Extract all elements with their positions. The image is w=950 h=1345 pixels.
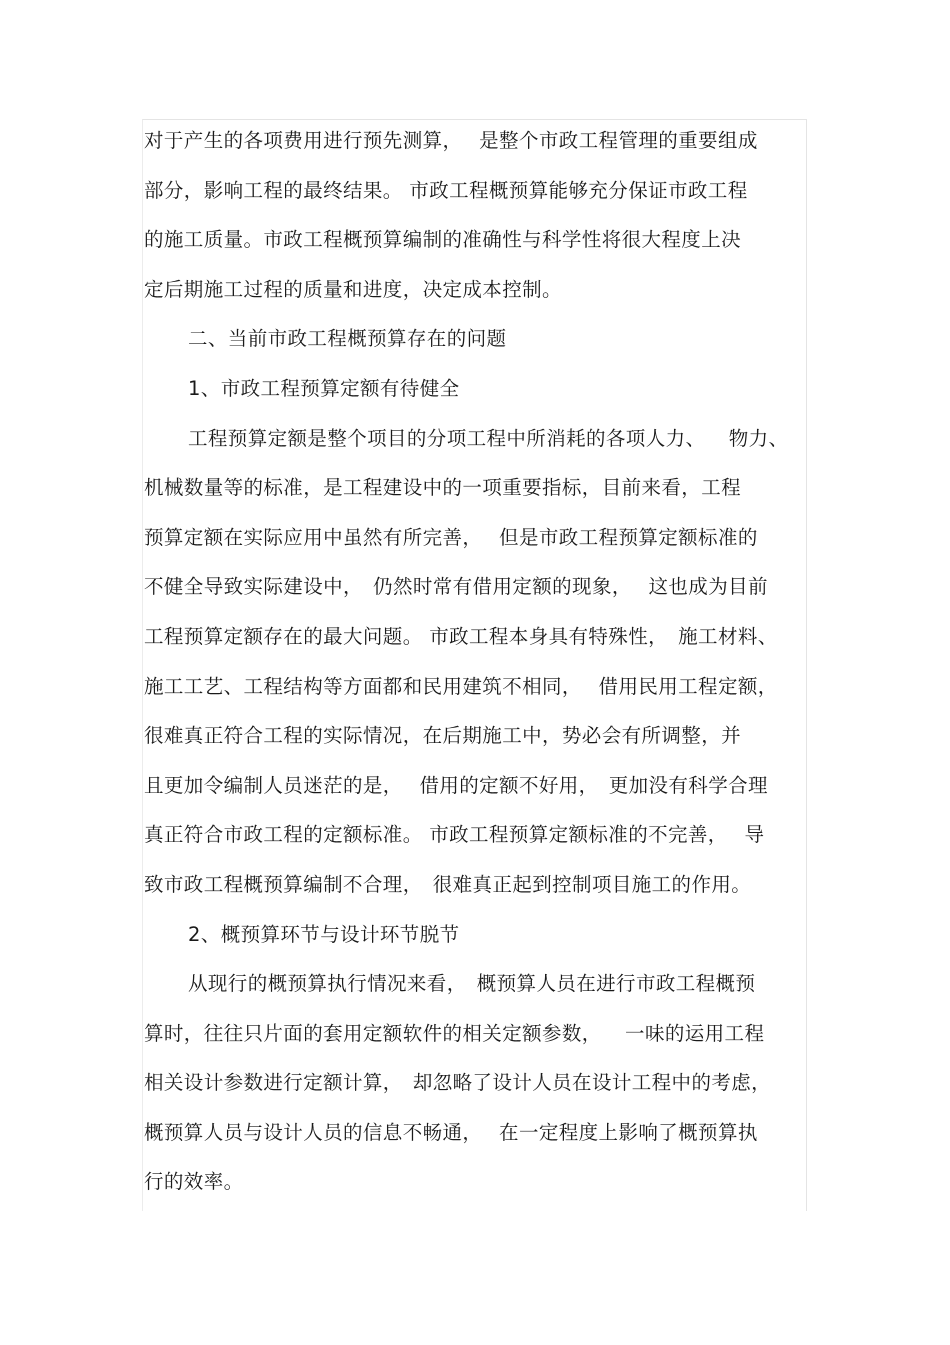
text-line: 且更加令编制人员迷茫的是， 借用的定额不好用， 更加没有科学合理: [144, 773, 768, 797]
text-line: 不健全导致实际建设中， 仍然时常有借用定额的现象， 这也成为目前: [144, 575, 768, 599]
text-line: 定后期施工过程的质量和进度，决定成本控制。: [144, 277, 562, 301]
section-heading: 二、当前市政工程概预算存在的问题: [188, 327, 507, 351]
document-body: [144, 121, 824, 1212]
text-line: 概预算人员与设计人员的信息不畅通， 在一定程度上影响了概预算执: [144, 1120, 758, 1144]
paragraph-start: 从现行的概预算执行情况来看， 概预算人员在进行市政工程概预: [188, 972, 756, 996]
subsection-heading: 2、概预算环节与设计环节脱节: [188, 922, 460, 946]
text-line: 对于产生的各项费用进行预先测算， 是整个市政工程管理的重要组成: [144, 129, 758, 152]
text-line: 工程预算定额存在的最大问题。 市政工程本身具有特殊性， 施工材料、: [144, 624, 778, 648]
text-line: 机械数量等的标准，是工程建设中的一项重要指标，目前来看，工程: [144, 476, 742, 500]
text-line: 真正符合市政工程的定额标准。 市政工程预算定额标准的不完善， 导: [144, 823, 765, 847]
paragraph-start: 工程预算定额是整个项目的分项工程中所消耗的各项人力、 物力、: [188, 426, 789, 450]
subsection-heading: 1、市政工程预算定额有待健全: [188, 376, 460, 400]
text-line: 部分，影响工程的最终结果。 市政工程概预算能够充分保证市政工程: [144, 178, 748, 202]
text-line: 施工工艺、工程结构等方面都和民用建筑不相同， 借用民用工程定额，: [144, 674, 778, 698]
text-line: 的施工质量。市政工程概预算编制的准确性与科学性将很大程度上决: [144, 228, 742, 252]
text-line: 相关设计参数进行定额计算， 却忽略了设计人员在设计工程中的考虑，: [144, 1071, 772, 1095]
text-line: 算时，往往只片面的套用定额软件的相关定额参数， 一味的运用工程: [144, 1021, 765, 1045]
text-line: 很难真正符合工程的实际情况，在后期施工中，势必会有所调整，并: [144, 724, 742, 748]
text-line: 行的效率。: [144, 1170, 244, 1194]
text-line: 致市政工程概预算编制不合理， 很难真正起到控制项目施工的作用。: [144, 872, 752, 896]
text-line: 预算定额在实际应用中虽然有所完善， 但是市政工程预算定额标准的: [144, 525, 758, 549]
